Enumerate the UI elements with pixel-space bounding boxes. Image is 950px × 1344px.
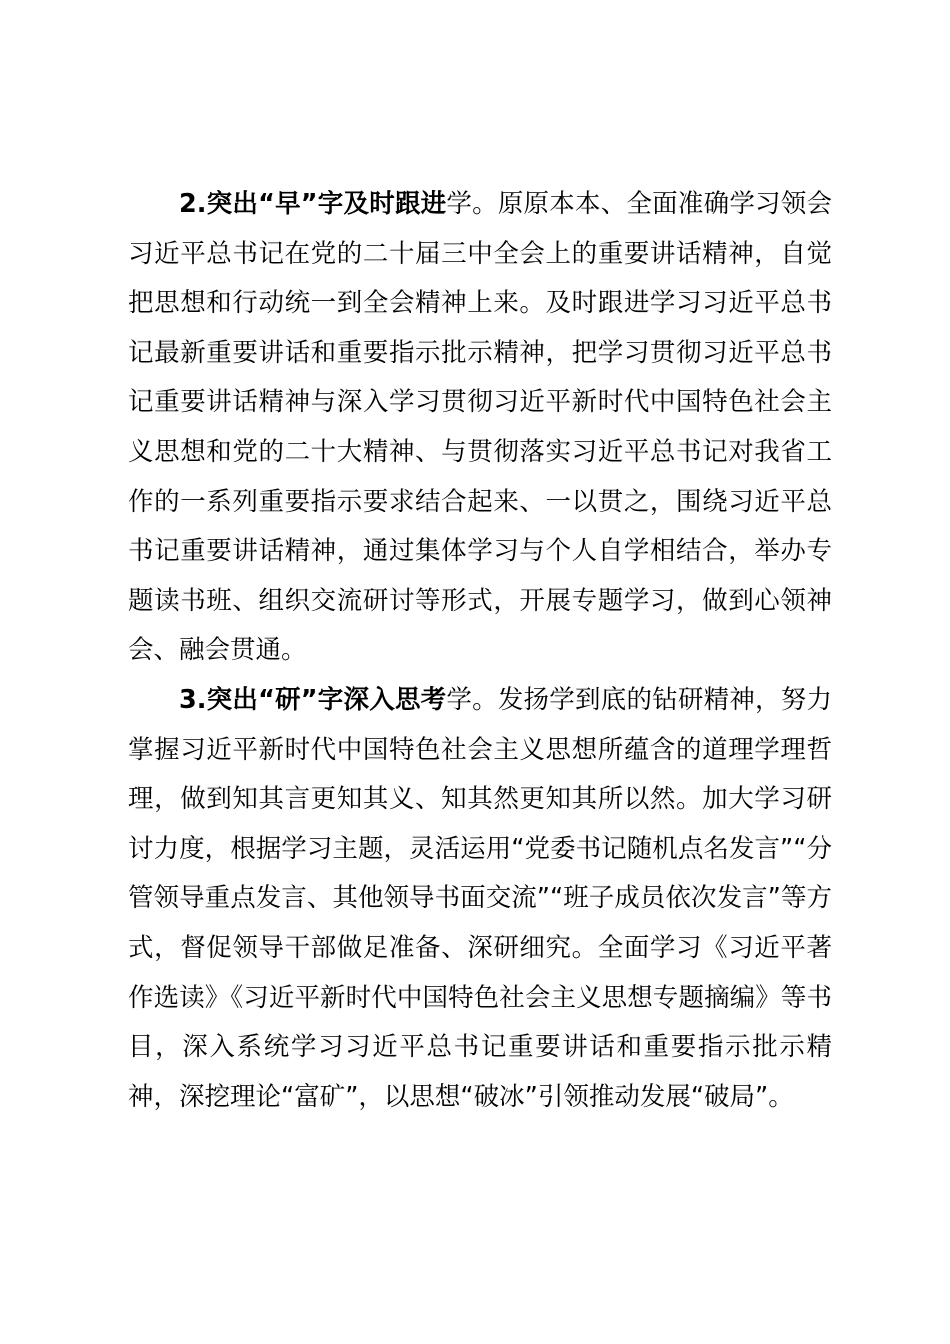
document-body <box>128 180 832 1122</box>
paragraph-2 <box>128 180 832 676</box>
paragraph-3-text: 学。发扬学到底的钻研精神，努力掌握习近平新时代中国特色社会主义思想所蕴含的道理学理哲理，做到知其言更知其义、知其然更知其所以然。加大学习研讨力度，根据学习主题，灵活运用“党委书记随机点名发言”“分管领导重点发言、其他领导书面交流”“班子成员依次发言”等方式，督促领导干部做足准备、深研细究。全面学习《习近平著作选读》《习近平新时代中国特色社会主义思想专题摘编》等书目，深入系统学习习近平总书记重要讲话和重要指示批示精神，深挖理论“富矿”，以思想“破冰”引领推动发展“破局”。 <box>128 684 832 1112</box>
paragraph-3 <box>128 676 832 1122</box>
paragraph-2-text: 学。原原本本、全面准确学习领会习近平总书记在党的二十届三中全会上的重要讲话精神，自觉把思想和行动统一到全会精神上来。及时跟进学习习近平总书记最新重要讲话和重要指示批示精神，把学习贯彻习近平总书记重要讲话精神与深入学习贯彻习近平新时代中国特色社会主义思想和党的二十大精神、与贯彻落实习近平总书记对我省工作的一系列重要指示要求结合起来、一以贯之，围绕习近平总书记重要讲话精神，通过集体学习与个人自学相结合，举办专题读书班、组织交流研讨等形式，开展专题学习，做到心领神会、融会贯通。 <box>128 189 832 666</box>
paragraph-2-heading: 2.突出“早”字及时跟进 <box>179 189 447 219</box>
paragraph-3-heading: 3.突出“研”字深入思考 <box>179 684 447 715</box>
